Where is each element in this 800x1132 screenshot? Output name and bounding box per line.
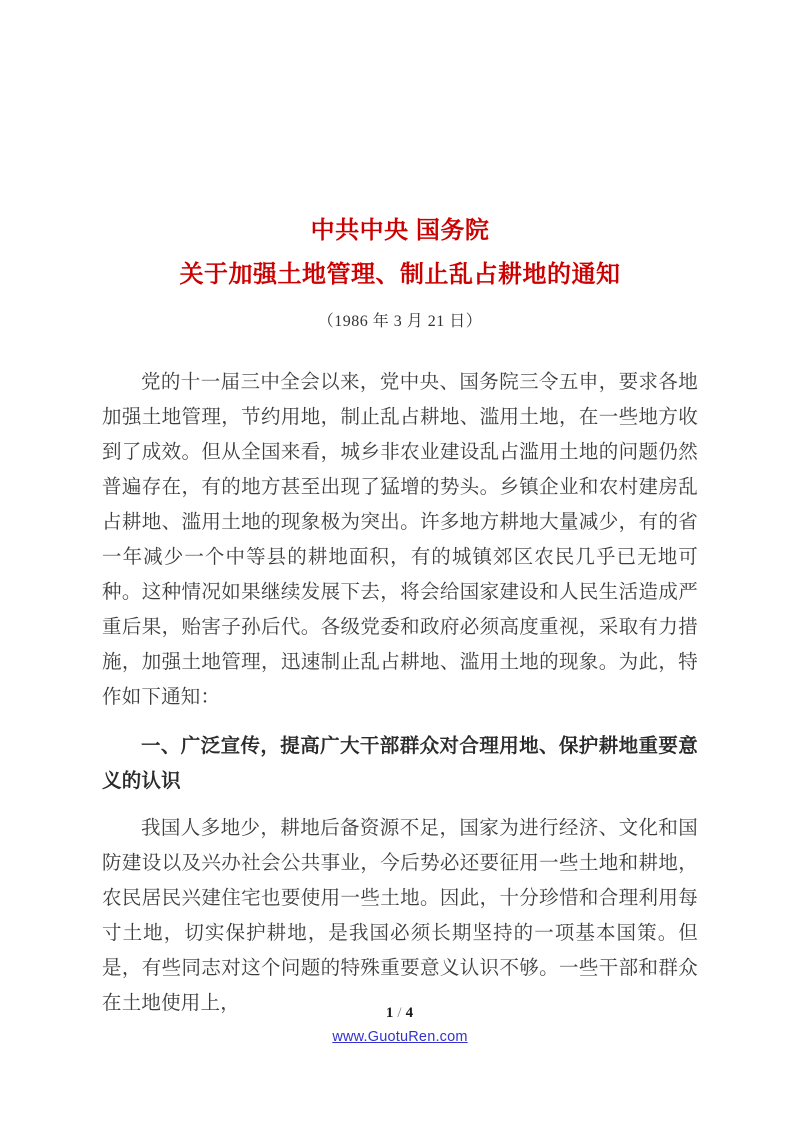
section-heading-1: 一、广泛宣传，提高广大干部群众对合理用地、保护耕地重要意义的认识	[102, 734, 698, 792]
page-footer	[0, 1005, 800, 1046]
top-margin	[0, 0, 800, 215]
document-title-line-2: 关于加强土地管理、制止乱占耕地的通知	[179, 261, 621, 289]
document-content	[102, 215, 698, 1021]
page-number-current: 1	[385, 1005, 395, 1021]
document-date: （1986 年 3 月 21 日）	[317, 312, 483, 330]
site-url-link[interactable]: www.GuotuRen.com	[332, 1029, 468, 1045]
body-paragraph-1: 党的十一届三中全会以来，党中央、国务院三令五申，要求各地加强土地管理，节约用地，制止乱占耕地、滥用土地，在一些地方收到了成效。但从全国来看，城乡非农业建设乱占滥用土地的问题仍然普遍存在，有的地方甚至出现了猛增的势头。乡镇企业和农村建房乱占耕地、滥用土地的现象极为突出。许多地方耕地大量减少，有的省一年减少一个中等县的耕地面积，有的城镇郊区农民几乎已无地可种。这种情况如果继续发展下去，将会给国家建设和人民生活造成严重后果，贻害子孙后代。各级党委和政府必须高度重视，采取有力措施，加强土地管理，迅速制止乱占耕地、滥用土地的现象。为此，特作如下通知：	[102, 371, 698, 708]
document-title-line-1: 中共中央 国务院	[310, 217, 490, 244]
body-paragraph-2: 我国人多地少，耕地后备资源不足，国家为进行经济、文化和国防建设以及兴办社会公共事业，今后势必还要征用一些土地和耕地，农民居民兴建住宅也要使用一些土地。因此，十分珍惜和合理利用每寸土地，切实保护耕地，是我国必须长期坚持的一项基本国策。但是，有些同志对这个问题的特殊重要意义认识不够。一些干部和群众在土地使用上，	[102, 817, 698, 1014]
page-number-separator: /	[397, 1005, 403, 1021]
page-number-total: 4	[405, 1005, 415, 1021]
page-number	[0, 1005, 800, 1022]
